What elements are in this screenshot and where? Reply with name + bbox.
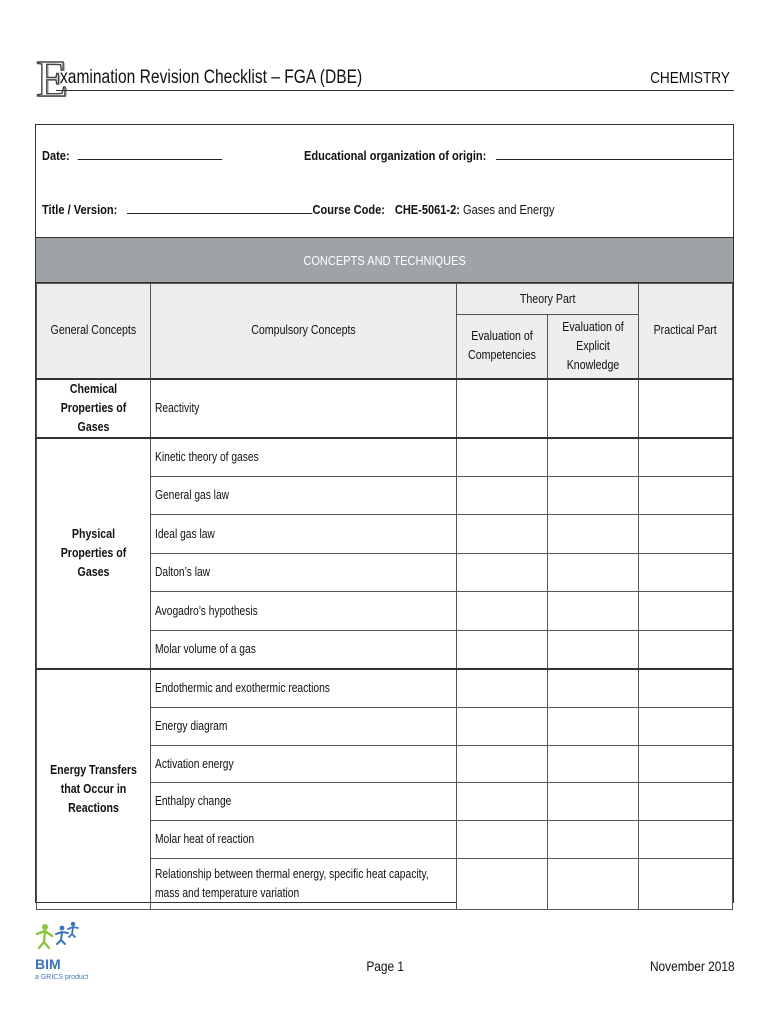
- practical-cell[interactable]: [639, 554, 733, 592]
- practical-cell[interactable]: [639, 669, 733, 708]
- bim-logo: [35, 920, 95, 990]
- org-field[interactable]: [496, 147, 732, 160]
- knowledge-cell[interactable]: [548, 783, 639, 821]
- page-footer: [35, 920, 735, 1000]
- course-name: Gases and Energy: [463, 202, 555, 217]
- date-field[interactable]: [78, 147, 223, 160]
- practical-cell[interactable]: [639, 631, 733, 669]
- practical-cell[interactable]: [639, 821, 733, 859]
- theory-part-header: Theory Part: [457, 284, 639, 315]
- competencies-cell[interactable]: [457, 708, 548, 746]
- knowledge-cell[interactable]: [548, 708, 639, 746]
- practical-cell[interactable]: [639, 746, 733, 783]
- competencies-header: Evaluation of Competencies: [457, 315, 548, 379]
- knowledge-cell[interactable]: [548, 631, 639, 669]
- general-concept-chemical: Chemical Properties of Gases: [37, 379, 151, 438]
- knowledge-cell[interactable]: [548, 821, 639, 859]
- practical-cell[interactable]: [639, 592, 733, 631]
- competencies-cell[interactable]: [457, 746, 548, 783]
- date-label: Date:: [42, 148, 70, 163]
- knowledge-cell[interactable]: [548, 592, 639, 631]
- concept-energy-diagram: Energy diagram: [151, 708, 457, 746]
- general-concept-energy: Energy Transfers that Occur in Reactions: [37, 669, 151, 910]
- competencies-cell[interactable]: [457, 669, 548, 708]
- checklist-form: [35, 124, 734, 903]
- knowledge-cell[interactable]: [548, 477, 639, 515]
- concept-avogadro: Avogadro’s hypothesis: [151, 592, 457, 631]
- title-rule: [56, 90, 734, 91]
- header-row-1: [37, 284, 733, 315]
- table-row: [37, 669, 733, 708]
- general-concepts-header: General Concepts: [37, 284, 151, 379]
- competencies-cell[interactable]: [457, 515, 548, 554]
- course-code: CHE-5061-2:: [394, 202, 460, 217]
- concept-enthalpy-change: Enthalpy change: [151, 783, 457, 821]
- footer-date: November 2018: [650, 958, 735, 974]
- course-label: Course Code:: [312, 202, 385, 217]
- knowledge-cell[interactable]: [548, 438, 639, 477]
- concept-ideal-gas-law: Ideal gas law: [151, 515, 457, 554]
- practical-cell[interactable]: [639, 783, 733, 821]
- concept-activation-energy: Activation energy: [151, 746, 457, 783]
- concept-reactivity: Reactivity: [151, 379, 457, 438]
- knowledge-cell[interactable]: [548, 554, 639, 592]
- concept-molar-volume: Molar volume of a gas: [151, 631, 457, 669]
- concept-kinetic-theory: Kinetic theory of gases: [151, 438, 457, 477]
- knowledge-cell[interactable]: [548, 746, 639, 783]
- competencies-cell[interactable]: [457, 379, 548, 438]
- title-row: [42, 201, 555, 217]
- document-header: [36, 51, 734, 108]
- concept-general-gas-law: General gas law: [151, 477, 457, 515]
- practical-cell[interactable]: [639, 515, 733, 554]
- competencies-cell[interactable]: [457, 783, 548, 821]
- knowledge-cell[interactable]: [548, 669, 639, 708]
- subject-label: CHEMISTRY: [650, 70, 730, 87]
- table-row: [37, 438, 733, 477]
- org-row: [304, 147, 733, 163]
- competencies-cell[interactable]: [457, 631, 548, 669]
- table-row: [37, 379, 733, 438]
- section-banner: [36, 237, 733, 283]
- org-label: Educational organization of origin:: [304, 148, 487, 163]
- competencies-cell[interactable]: [457, 477, 548, 515]
- practical-cell[interactable]: [639, 859, 733, 910]
- practical-part-header: Practical Part: [639, 284, 733, 379]
- competencies-cell[interactable]: [457, 859, 548, 910]
- concept-thermal-relationship: Relationship between thermal energy, specific heat capacity, mass and temperature variation: [151, 859, 457, 910]
- practical-cell[interactable]: [639, 379, 733, 438]
- general-concept-physical: Physical Properties of Gases: [37, 438, 151, 669]
- title-initial: E: [36, 51, 68, 108]
- knowledge-cell[interactable]: [548, 859, 639, 910]
- compulsory-concepts-header: Compulsory Concepts: [151, 284, 457, 379]
- concepts-table: [36, 283, 733, 910]
- practical-cell[interactable]: [639, 477, 733, 515]
- title-version-label: Title / Version:: [42, 202, 118, 217]
- date-row: [42, 147, 222, 163]
- logo-subtext: a GRICS product: [35, 974, 89, 981]
- banner-label: CONCEPTS AND TECHNIQUES: [303, 252, 466, 268]
- title-version-field[interactable]: [127, 201, 312, 214]
- document-title: xamination Revision Checklist – FGA (DBE): [60, 67, 363, 88]
- logo-text: BIM: [35, 956, 61, 972]
- practical-cell[interactable]: [639, 708, 733, 746]
- practical-cell[interactable]: [639, 438, 733, 477]
- concept-daltons-law: Dalton’s law: [151, 554, 457, 592]
- concept-molar-heat: Molar heat of reaction: [151, 821, 457, 859]
- competencies-cell[interactable]: [457, 554, 548, 592]
- knowledge-cell[interactable]: [548, 515, 639, 554]
- competencies-cell[interactable]: [457, 438, 548, 477]
- knowledge-cell[interactable]: [548, 379, 639, 438]
- competencies-cell[interactable]: [457, 821, 548, 859]
- competencies-cell[interactable]: [457, 592, 548, 631]
- page-number: Page 1: [366, 958, 404, 974]
- knowledge-header: Evaluation of Explicit Knowledge: [548, 315, 639, 379]
- concept-endo-exothermic: Endothermic and exothermic reactions: [151, 669, 457, 708]
